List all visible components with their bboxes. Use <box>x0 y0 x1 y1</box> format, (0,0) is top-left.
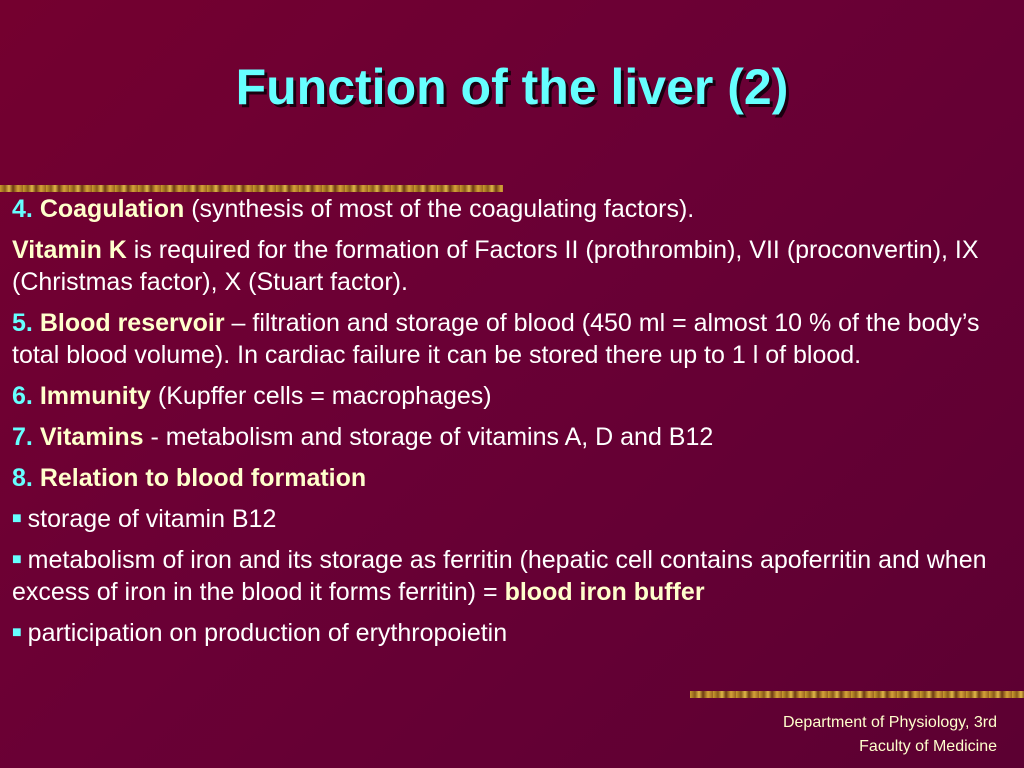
item-heading: Blood reservoir <box>39 309 225 337</box>
footer <box>783 711 997 759</box>
bullet-item-iron <box>12 544 1012 608</box>
item-heading: Immunity <box>39 382 151 410</box>
item-number: 4. <box>12 195 33 223</box>
item-text: – filtration and storage of blood (450 ml = almost 10 % of the body’s total blood volume). In cardiac failure it can be stored there up to 1 l of blood. <box>12 309 980 369</box>
slide-title: Function of the liver (2) <box>235 59 789 115</box>
bullet-item-erythropoietin <box>12 617 1012 649</box>
slide-content <box>12 193 1012 658</box>
item-immunity <box>12 380 1012 412</box>
item-text: is required for the formation of Factors II (prothrombin), VII (proconvertin), IX (Christmas factor), X (Stuart factor). <box>12 236 979 296</box>
decorative-band-top <box>0 185 503 192</box>
decorative-band-bottom <box>690 691 1024 698</box>
square-bullet-icon: ■ <box>12 624 22 641</box>
item-vitamins <box>12 421 1012 453</box>
item-number: 8. <box>12 464 33 492</box>
bullet-text: metabolism of iron and its storage as ferritin (hepatic cell contains apoferritin and when excess of iron in the blood it forms ferritin) = <box>12 546 987 606</box>
item-coagulation <box>12 193 1012 225</box>
footer-line-2: Faculty of Medicine <box>859 738 997 755</box>
bullet-text: storage of vitamin B12 <box>27 505 277 533</box>
item-number: 7. <box>12 423 33 451</box>
item-number: 5. <box>12 309 33 337</box>
bullet-item-b12 <box>12 503 1012 535</box>
item-blood-reservoir <box>12 307 1012 371</box>
footer-line-1: Department of Physiology, 3rd <box>782 714 997 731</box>
item-heading: Vitamin K <box>12 236 127 264</box>
square-bullet-icon: ■ <box>12 510 22 527</box>
item-number: 6. <box>12 382 33 410</box>
square-bullet-icon: ■ <box>12 551 22 568</box>
bullet-text-bold: blood iron buffer <box>504 578 705 606</box>
item-heading: Vitamins <box>39 423 144 451</box>
item-heading: Coagulation <box>39 195 185 223</box>
item-blood-formation <box>12 462 1012 494</box>
item-heading: Relation to blood formation <box>39 464 367 492</box>
item-text: (synthesis of most of the coagulating factors). <box>184 195 695 223</box>
item-text: (Kupffer cells = macrophages) <box>150 382 492 410</box>
bullet-text: participation on production of erythropoietin <box>27 619 508 647</box>
item-vitamin-k <box>12 234 1012 298</box>
item-text: - metabolism and storage of vitamins A, D and B12 <box>143 423 714 451</box>
